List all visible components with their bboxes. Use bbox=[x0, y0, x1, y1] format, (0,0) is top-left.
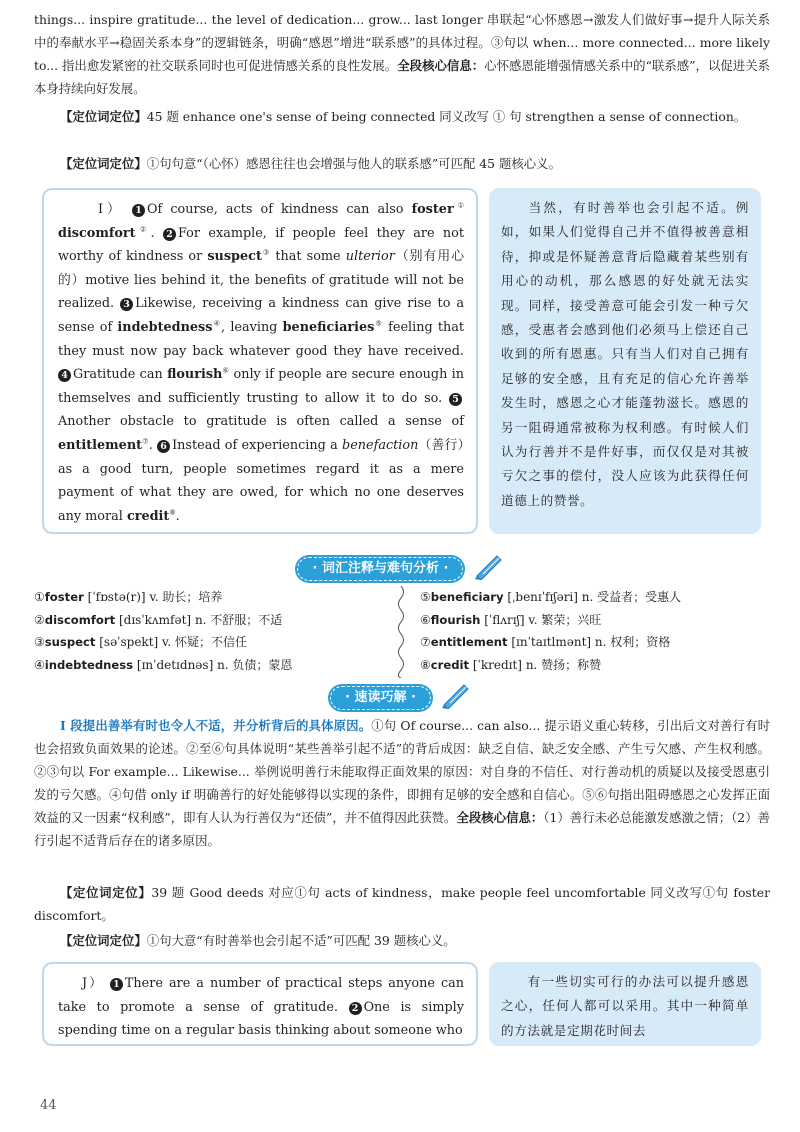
vocab-word-indebtedness: indebtedness bbox=[117, 319, 213, 335]
vocab-item: ④indebtedness [ɪnˈdetɪdnəs] n. 负债；蒙恩 bbox=[34, 657, 293, 672]
sentence-text: （别有用心的）motive lies behind it, the benefits of gratitude will not be realized. bbox=[58, 249, 465, 312]
translation-text: 当然，有时善举也会引起不适。例如，如果人们觉得自己并不值得被善意相待，抑或是怀疑善意背后隐藏着某些别有用心的动机，那么感恩的好处就无法实现。同样，接受善意可能会引发一种亏欠感，受惠者会感到他们必须马上偿还自己收到的所有恩惠。只有当人们对自己拥有足够的安全感，且有充足的信心允许善举发生时，感恩之心才能蓬勃滋长。感恩的另一阻碍通常被称为权利感。有时候人们认为行善并不是件好事，而仅仅是对其被亏欠之事的偿付，没人应该为此获得任何道德上的赞誉。 bbox=[501, 200, 749, 508]
sentence-text: feeling that they must now pay back whatever good they have received. bbox=[58, 319, 465, 359]
locator-text: 39 题 Good deeds 对应①句 acts of kindness，make people feel uncomfortable 同义改写①句 foster discomfort。 bbox=[34, 885, 771, 923]
sentence-text: （善行）as a good turn, people sometimes regard it as a mere payment of what they are owed, for which no one deserves any moral bbox=[58, 437, 464, 524]
vocab-section-header bbox=[0, 554, 800, 578]
vocab-item: ⑥flourish [ˈflʌrɪʃ] v. 繁荣；兴旺 bbox=[420, 612, 602, 627]
vocab-item: ③suspect [səˈspekt] v. 怀疑；不信任 bbox=[34, 635, 248, 650]
vocab-word-suspect: suspect bbox=[207, 249, 262, 265]
speed-analysis-paragraph bbox=[34, 714, 770, 852]
italic-term: benefaction bbox=[342, 437, 419, 453]
vocab-item: ⑦entitlement [ɪnˈtaɪtlmənt] n. 权利；资格 bbox=[420, 635, 671, 650]
speed-body: ①句 Of course... can also... 提示语义重心转移，引出后文对善行有时也会招致负面效果的论述。②至⑥句具体说明“某些善举引起不适”的背后成因：缺乏自信、缺乏安全感、产生亏欠感、产生权利感。②③句以 For example... Likewise... 举例说明善行未能取得正面效果的原因：对自身的不信任、对行善动机的质疑以及接受恩惠引发的亏欠感。④句借 only if 明确善行的好处能够得以实现的条件，即拥有足够的安全感和自信心。⑤⑥句指出阻碍感恩之心发挥正面效益的又一因素“权利感”，即有人认为行善仅为“还债”，并不值得因此获赞。 bbox=[34, 718, 770, 825]
vocab-list bbox=[34, 586, 770, 678]
page-number: 44 bbox=[40, 1098, 57, 1113]
italic-term: ulterior bbox=[345, 249, 395, 265]
section-title: 速读巧解 bbox=[354, 689, 407, 705]
vocab-item: ⑤beneficiary [ˌbenɪˈfɪʃəri] n. 受益者；受惠人 bbox=[420, 590, 682, 604]
top-analysis-text: things... inspire gratitude... the level of dedication... grow... last longer 串联起“心怀感恩→激发人们做好事→提升人际关系中的奉献水平→稳固关系本身”的逻辑链条，明确“感恩”增进“联系感”的具体过程。③句以 when... more connected... more likely to... 指出愈发紧密的社交联系同时也可促进情感关系的良性发展。 bbox=[34, 12, 770, 73]
sentence-text: Likewise, receiving a kindness can give rise to a sense of bbox=[58, 296, 464, 335]
sentence-2-marker: 2 bbox=[349, 1002, 362, 1015]
sentence-3-marker: 3 bbox=[120, 298, 133, 311]
locator-39-b bbox=[34, 929, 770, 952]
locator-label: 【定位词定位】 bbox=[60, 109, 147, 124]
vocab-column-left bbox=[34, 586, 384, 676]
section-title-pill: · 词汇注释与难句分析 · bbox=[297, 557, 463, 581]
vocab-word-flourish: flourish bbox=[167, 367, 223, 383]
sentence-text: One is simply spending time on a regular basis thinking about someone who bbox=[58, 999, 464, 1039]
section-title: 词汇注释与难句分析 bbox=[321, 560, 439, 576]
core-info-label: 全段核心信息： bbox=[397, 58, 485, 73]
sentence-4-marker: 4 bbox=[58, 369, 71, 382]
translation-text: 有一些切实可行的办法可以提升感恩之心，任何人都可以采用。其中一种简单的方法就是定期花时间去 bbox=[501, 974, 749, 1038]
vocab-word-entitlement: entitlement bbox=[58, 437, 143, 453]
vocab-item: ②discomfort [dɪsˈkʌmfət] n. 不舒服；不适 bbox=[34, 612, 283, 627]
sentence-text: For example, if people feel they are not worthy of kindness or bbox=[58, 225, 465, 265]
pen-icon bbox=[473, 554, 503, 580]
sentence-text: Another obstacle to gratitude is often called a sense of bbox=[58, 414, 464, 430]
vocab-word-credit: credit bbox=[126, 508, 170, 524]
sentence-1-marker: 1 bbox=[110, 978, 123, 991]
locator-text: 45 题 enhance one's sense of being connected 同义改写 ① 句 strengthen a sense of connection。 bbox=[146, 109, 747, 124]
vocab-item: ①foster [ˈfɒstə(r)] v. 助长；培养 bbox=[34, 590, 223, 604]
sentence-text: Instead of experiencing a bbox=[172, 437, 338, 453]
vocab-word-foster: foster bbox=[411, 202, 454, 217]
speed-lead: I 段提出善举有时也令人不适，并分析背后的具体原因。 bbox=[60, 718, 372, 733]
locator-45-b bbox=[34, 152, 770, 175]
sentence-2-marker: 2 bbox=[163, 228, 176, 241]
passage-label: J） bbox=[82, 976, 104, 991]
locator-45-a bbox=[34, 105, 770, 128]
section-title-pill: · 速读巧解 · bbox=[330, 686, 431, 710]
pen-icon bbox=[440, 683, 470, 709]
vocab-divider bbox=[394, 586, 408, 678]
locator-text: ①句句意“（心怀）感恩往往也会增强与他人的联系感”可匹配 45 题核心义。 bbox=[146, 156, 561, 171]
sentence-text: Of course, acts of kindness can also bbox=[147, 202, 404, 217]
passage-j-english bbox=[42, 962, 478, 1046]
sentence-text: , leaving bbox=[221, 319, 278, 335]
passage-i-english: I） 1 Of course, acts of kindness can also foster① discomfort②. 2 For example, if people feel they are not worthy of kindness or suspect③ that some ulterior（别有用心的）motive lies behind it, the benefits of gratitude will not be realized. 3 Likewise, receiving a kindness can give rise to a sense of indebtedness④, leaving beneficiaries⑤ feeling that they must now pay back whatever good they have received. 4 Gratitude can flourish⑥ only if people are secure enough in themselves and sufficiently trusting to allow it to do so. 5Another obstacle to gratitude is often called a sense of entitlement⑦. 6 Instead of experiencing a benefaction（善行）as a good turn, people sometimes regard it as a mere payment of what they are owed, for which no one deserves any moral credit⑧. bbox=[42, 188, 478, 534]
core-info-label: 全段核心信息： bbox=[456, 810, 544, 825]
sentence-text: Gratitude can bbox=[73, 367, 163, 383]
locator-label: 【定位词定位】 bbox=[60, 933, 147, 948]
locator-39-a bbox=[34, 881, 770, 927]
vocab-column-right bbox=[420, 586, 770, 676]
vocab-word-discomfort: discomfort bbox=[58, 225, 136, 241]
passage-i-translation bbox=[489, 188, 761, 534]
sentence-1-marker: 1 bbox=[132, 204, 145, 217]
passage-label: I） bbox=[98, 202, 124, 217]
vocab-item: ⑧credit [ˈkredɪt] n. 赞扬；称赞 bbox=[420, 657, 602, 672]
locator-label: 【定位词定位】 bbox=[60, 885, 152, 900]
core-info-text: （1）善行未必总能激发感激之情；（2）善行引起不适背后存在的诸多原因。 bbox=[34, 810, 771, 848]
sentence-text: that some bbox=[275, 249, 341, 265]
vocab-word-beneficiaries: beneficiaries bbox=[282, 319, 375, 335]
sentence-6-marker: 6 bbox=[157, 440, 170, 453]
sentence-5-marker: 5 bbox=[449, 393, 462, 406]
passage-j-translation bbox=[489, 962, 761, 1046]
sentence-text: There are a number of practical steps anyone can take to promote a sense of gratitude. bbox=[58, 976, 464, 1015]
speed-section-header bbox=[0, 683, 800, 707]
core-info-text: 心怀感恩能增强情感关系中的“联系感”，以促进关系本身持续向好发展。 bbox=[34, 58, 771, 96]
sentence-text: only if people are secure enough in themselves and sufficiently trusting to allow it to do so. bbox=[58, 367, 465, 406]
locator-text: ①句大意“有时善举也会引起不适”可匹配 39 题核心义。 bbox=[146, 933, 456, 948]
locator-label: 【定位词定位】 bbox=[60, 156, 147, 171]
top-analysis-paragraph bbox=[34, 8, 770, 100]
